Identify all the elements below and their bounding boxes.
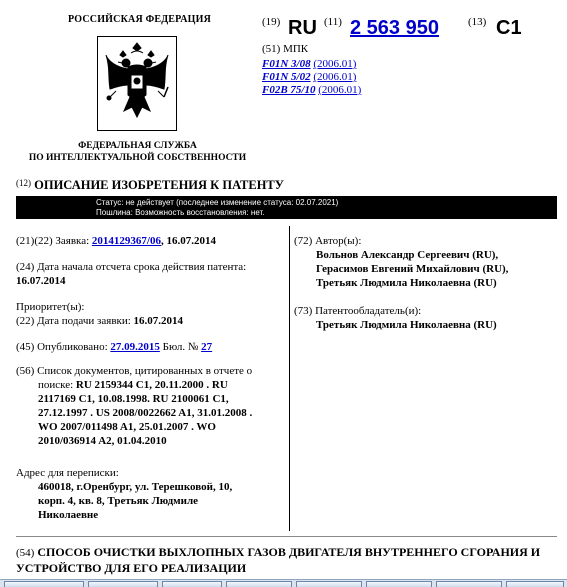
section-divider bbox=[16, 536, 557, 537]
ipc-class-row bbox=[262, 84, 361, 96]
application-field bbox=[16, 234, 288, 248]
address-line: 460018, г.Оренбург, ул. Терешковой, 10, bbox=[38, 481, 233, 493]
author-name: Вольнов Александр Сергеевич (RU), bbox=[316, 249, 499, 261]
filing-date: 16.07.2014 bbox=[133, 315, 184, 327]
taskbar-button[interactable] bbox=[296, 581, 362, 587]
term-label: (24) Дата начала отсчета срока действия патента: bbox=[16, 261, 247, 273]
taskbar bbox=[0, 579, 567, 587]
owner-label: (73) Патентообладатель(и): bbox=[294, 305, 422, 317]
author-name: Герасимов Евгений Михайлович (RU), bbox=[316, 263, 509, 275]
agency-line1: ФЕДЕРАЛЬНАЯ СЛУЖБА bbox=[78, 141, 197, 151]
description-title-text: ОПИСАНИЕ ИЗОБРЕТЕНИЯ К ПАТЕНТУ bbox=[34, 178, 284, 192]
fee-line: Пошлина: Возможность восстановления: нет. bbox=[96, 208, 265, 217]
cited-docs: WO 2007/011498 A1, 25.01.2007 . WO bbox=[38, 421, 216, 433]
published-label: (45) Опубликовано: bbox=[16, 341, 111, 353]
kind-code: C1 bbox=[496, 17, 522, 39]
ipc-version-link[interactable]: (2006.01) bbox=[318, 84, 362, 96]
ipc-label: (51) МПК bbox=[262, 43, 309, 55]
agency-line2: ПО ИНТЕЛЛЕКТУАЛЬНОЙ СОБСТВЕННОСТИ bbox=[28, 153, 247, 163]
invention-title-line1: СПОСОБ ОЧИСТКИ ВЫХЛОПНЫХ ГАЗОВ ДВИГАТЕЛЯ ВНУТРЕННЕГО СГОРАНИЯ И bbox=[34, 545, 541, 559]
description-title bbox=[16, 178, 284, 193]
owner-name: Третьяк Людмила Николаевна (RU) bbox=[316, 319, 497, 331]
ipc-class-link[interactable]: F01N 5/02 bbox=[262, 71, 311, 83]
status-line: Статус: не действует (последнее изменение статуса: 02.07.2021) bbox=[96, 198, 339, 207]
priority-field bbox=[16, 300, 288, 328]
status-bar bbox=[16, 196, 557, 219]
country-name: РОССИЙСКАЯ ФЕДЕРАЦИЯ bbox=[68, 14, 212, 25]
application-date: , 16.07.2014 bbox=[160, 235, 216, 247]
ipc-class-link[interactable]: F02B 75/10 bbox=[262, 84, 316, 96]
patent-owner-field bbox=[294, 304, 559, 332]
taskbar-button[interactable] bbox=[4, 581, 84, 587]
country-code: RU bbox=[288, 17, 317, 39]
priority-label: Приоритет(ы): bbox=[16, 301, 85, 313]
taskbar-button[interactable] bbox=[506, 581, 564, 587]
term-start-field bbox=[16, 260, 288, 288]
cited-docs: RU 2159344 C1, 20.11.2000 . RU bbox=[75, 379, 228, 391]
patent-number-link[interactable]: 2 563 950 bbox=[350, 17, 439, 39]
agency-name bbox=[10, 140, 265, 164]
authors-label: (72) Автор(ы): bbox=[294, 235, 362, 247]
docs-label-cont: поиске: bbox=[38, 379, 76, 391]
taskbar-button[interactable] bbox=[436, 581, 502, 587]
author-name: Третьяк Людмила Николаевна (RU) bbox=[316, 277, 497, 289]
taskbar-button[interactable] bbox=[366, 581, 432, 587]
inid-code-12: (12) bbox=[16, 178, 31, 188]
address-line: Николаевне bbox=[38, 509, 99, 521]
published-date-link[interactable]: 27.09.2015 bbox=[110, 341, 160, 353]
russian-coat-of-arms-icon bbox=[98, 37, 176, 130]
inid-code-13: (13) bbox=[468, 16, 487, 28]
bulletin-number-link[interactable]: 27 bbox=[201, 341, 213, 353]
cited-docs: 2010/036914 A2, 01.04.2010 bbox=[38, 435, 167, 447]
docs-label: (56) Список документов, цитированных в отчете о bbox=[16, 365, 253, 377]
ipc-version-link[interactable]: (2006.01) bbox=[313, 71, 357, 83]
inid-code-11: (11) bbox=[324, 16, 342, 28]
inid-code-19: (19) bbox=[262, 16, 281, 28]
invention-title bbox=[16, 545, 561, 576]
cited-docs: 2117169 C1, 10.08.1998. RU 2100061 C1, bbox=[38, 393, 229, 405]
published-field bbox=[16, 340, 288, 354]
bulletin-label: Бюл. № bbox=[159, 341, 202, 353]
taskbar-button[interactable] bbox=[226, 581, 292, 587]
address-line: корп. 4, кв. 8, Третьяк Людмиле bbox=[38, 495, 199, 507]
ipc-class-row bbox=[262, 71, 356, 83]
inid-code-54: (54) bbox=[16, 547, 35, 559]
application-number-link[interactable]: 2014129367/06 bbox=[91, 235, 161, 247]
application-label: (21)(22) Заявка: bbox=[16, 235, 92, 247]
filing-label: (22) Дата подачи заявки: bbox=[16, 315, 134, 327]
taskbar-button[interactable] bbox=[162, 581, 222, 587]
ipc-version-link[interactable]: (2006.01) bbox=[313, 58, 357, 70]
invention-title-line2: УСТРОЙСТВО ДЛЯ ЕГО РЕАЛИЗАЦИИ bbox=[16, 561, 247, 575]
column-divider bbox=[289, 226, 290, 531]
term-date: 16.07.2014 bbox=[16, 275, 66, 287]
cited-documents-field bbox=[16, 364, 288, 448]
cited-docs: 27.12.1997 . US 2008/0022662 A1, 31.01.2008 . bbox=[38, 407, 253, 419]
coat-of-arms-emblem bbox=[97, 36, 177, 131]
ipc-class-link[interactable]: F01N 3/08 bbox=[262, 58, 311, 70]
correspondence-address-field bbox=[16, 466, 288, 522]
patent-header bbox=[0, 0, 567, 170]
taskbar-button[interactable] bbox=[88, 581, 158, 587]
ipc-class-row bbox=[262, 58, 356, 70]
address-label: Адрес для переписки: bbox=[16, 467, 119, 479]
authors-field bbox=[294, 234, 559, 290]
